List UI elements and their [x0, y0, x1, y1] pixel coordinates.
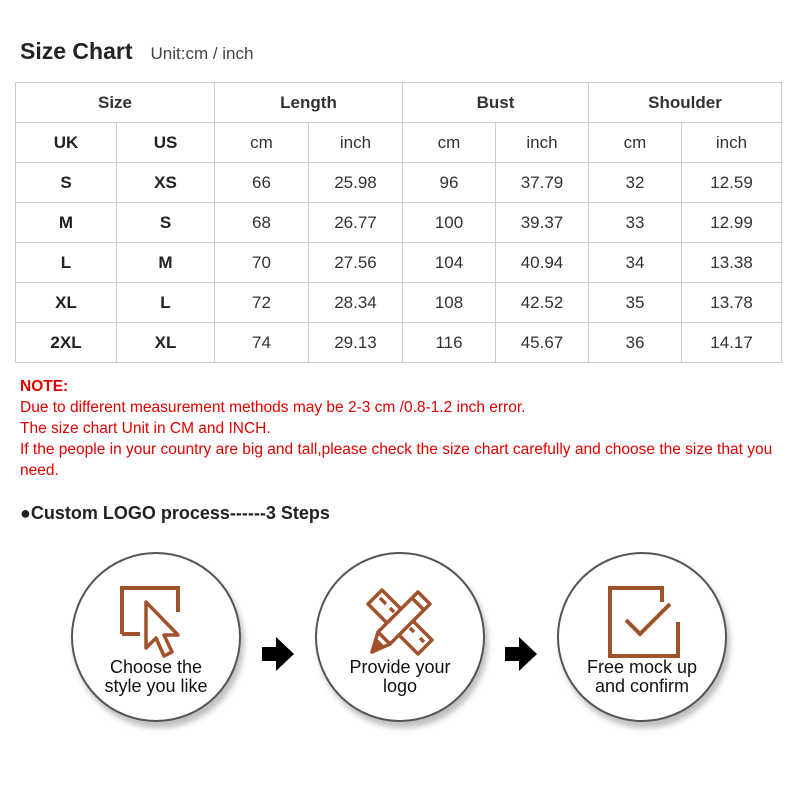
cell-length-cm: 66 — [215, 163, 309, 203]
subheader-uk: UK — [16, 123, 117, 163]
cell-bust-inch: 37.79 — [496, 163, 589, 203]
cell-shoulder-cm: 32 — [589, 163, 682, 203]
size-chart-table — [15, 82, 782, 363]
pencil-ruler-icon — [360, 582, 440, 662]
subheader-length-cm: cm — [215, 123, 309, 163]
table-row — [16, 163, 782, 203]
cell-bust-inch: 45.67 — [496, 323, 589, 363]
table-row — [16, 323, 782, 363]
subheader-bust-inch: inch — [496, 123, 589, 163]
unit-label: Unit:cm / inch — [150, 44, 254, 63]
cell-length-inch: 28.34 — [309, 283, 403, 323]
cell-length-inch: 26.77 — [309, 203, 403, 243]
cell-uk: S — [16, 163, 117, 203]
cell-shoulder-cm: 34 — [589, 243, 682, 283]
group-header-shoulder: Shoulder — [589, 83, 782, 123]
table-row — [16, 283, 782, 323]
table-row — [16, 203, 782, 243]
cell-shoulder-inch: 14.17 — [682, 323, 782, 363]
checkbox-icon — [602, 582, 682, 662]
cell-length-inch: 27.56 — [309, 243, 403, 283]
right-arrow-icon — [503, 634, 539, 674]
subheader-shoulder-cm: cm — [589, 123, 682, 163]
cell-shoulder-inch: 12.99 — [682, 203, 782, 243]
cell-bust-cm: 96 — [403, 163, 496, 203]
cell-uk: M — [16, 203, 117, 243]
cell-uk: XL — [16, 283, 117, 323]
cursor-click-icon — [116, 582, 196, 662]
group-header-bust: Bust — [403, 83, 589, 123]
note-line: If the people in your country are big and tall,please check the size chart carefully and choose the size that you need. — [20, 441, 773, 479]
note-title: NOTE: — [20, 378, 69, 395]
table-row — [16, 243, 782, 283]
cell-length-cm: 68 — [215, 203, 309, 243]
cell-shoulder-cm: 33 — [589, 203, 682, 243]
note-line: Due to different measurement methods may be 2-3 cm /0.8-1.2 inch error. — [20, 399, 526, 416]
table-group-header-row — [16, 83, 782, 123]
cell-bust-cm: 108 — [403, 283, 496, 323]
cell-bust-cm: 104 — [403, 243, 496, 283]
cell-bust-inch: 42.52 — [496, 283, 589, 323]
cell-shoulder-inch: 13.38 — [682, 243, 782, 283]
cell-us: S — [117, 203, 215, 243]
cell-length-inch: 25.98 — [309, 163, 403, 203]
step-label: Free mock up and confirm — [586, 657, 698, 696]
cell-us: L — [117, 283, 215, 323]
group-header-size: Size — [16, 83, 215, 123]
step-label: Provide your logo — [349, 657, 451, 696]
cell-bust-cm: 100 — [403, 203, 496, 243]
cell-shoulder-inch: 13.78 — [682, 283, 782, 323]
cell-us: M — [117, 243, 215, 283]
logo-process-title: ●Custom LOGO process------3 Steps — [20, 503, 330, 523]
cell-uk: L — [16, 243, 117, 283]
right-arrow-icon — [260, 634, 296, 674]
step-choose-style — [71, 552, 241, 722]
cell-length-cm: 74 — [215, 323, 309, 363]
subheader-us: US — [117, 123, 215, 163]
cell-bust-cm: 116 — [403, 323, 496, 363]
step-provide-logo — [315, 552, 485, 722]
cell-shoulder-cm: 35 — [589, 283, 682, 323]
cell-us: XS — [117, 163, 215, 203]
page-title: Size Chart — [20, 38, 133, 64]
subheader-length-inch: inch — [309, 123, 403, 163]
cell-length-cm: 72 — [215, 283, 309, 323]
cell-uk: 2XL — [16, 323, 117, 363]
cell-us: XL — [117, 323, 215, 363]
step-mock-up — [557, 552, 727, 722]
subheader-bust-cm: cm — [403, 123, 496, 163]
cell-shoulder-inch: 12.59 — [682, 163, 782, 203]
cell-bust-inch: 39.37 — [496, 203, 589, 243]
header — [20, 38, 253, 65]
note-line: The size chart Unit in CM and INCH. — [20, 420, 271, 437]
subheader-shoulder-inch: inch — [682, 123, 782, 163]
cell-bust-inch: 40.94 — [496, 243, 589, 283]
note-block — [20, 376, 780, 481]
step-label: Choose the style you like — [104, 657, 208, 696]
cell-shoulder-cm: 36 — [589, 323, 682, 363]
group-header-length: Length — [215, 83, 403, 123]
cell-length-cm: 70 — [215, 243, 309, 283]
table-subheader-row — [16, 123, 782, 163]
cell-length-inch: 29.13 — [309, 323, 403, 363]
